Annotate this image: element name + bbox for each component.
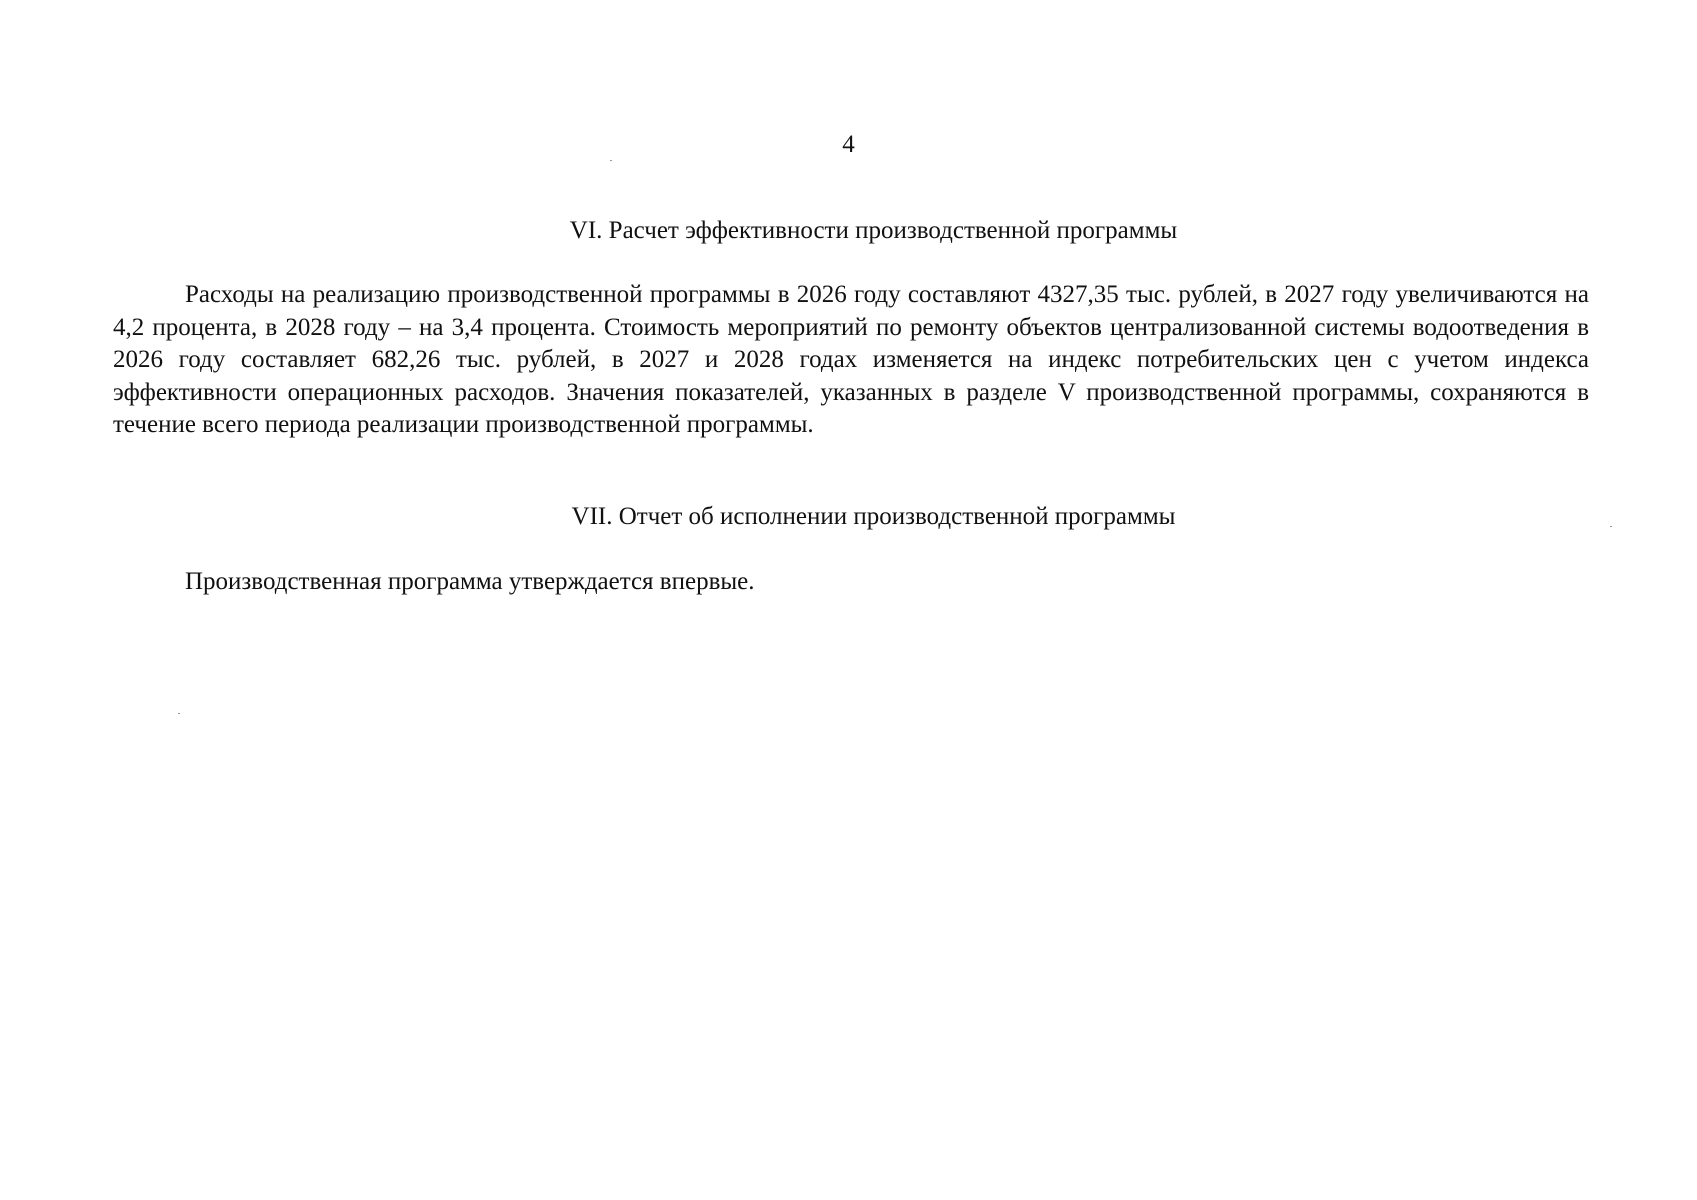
scan-speck: [178, 713, 180, 714]
page-number: 4: [842, 131, 855, 158]
scan-speck: [1610, 526, 1612, 527]
section-vi-heading: VI. Расчет эффективности производственной программы: [569, 217, 1178, 244]
section-vii-heading: VII. Отчет об исполнении производственной программы: [571, 503, 1176, 530]
section-vi-paragraph: Расходы на реализацию производственной программы в 2026 году составляют 4327,35 тыс. рублей, в 2027 году увеличиваются на 4,2 процента, в 2028 году – на 3,4 процента. Стоимость мероприятий по ремонту объектов централизованной системы водоотведения в 2026 году составляет 682,26 тыс. рублей, в 2027 и 2028 годах изменяется на индекс потребительских цен с учетом индекса эффективности операционных расходов. Значения показателей, указанных в разделе V производственной программы, сохраняются в течение всего периода реализации производственной программы.: [113, 281, 1589, 438]
scan-speck: [610, 160, 612, 161]
section-vii-paragraph: Производственная программа утверждается впервые.: [185, 568, 755, 595]
